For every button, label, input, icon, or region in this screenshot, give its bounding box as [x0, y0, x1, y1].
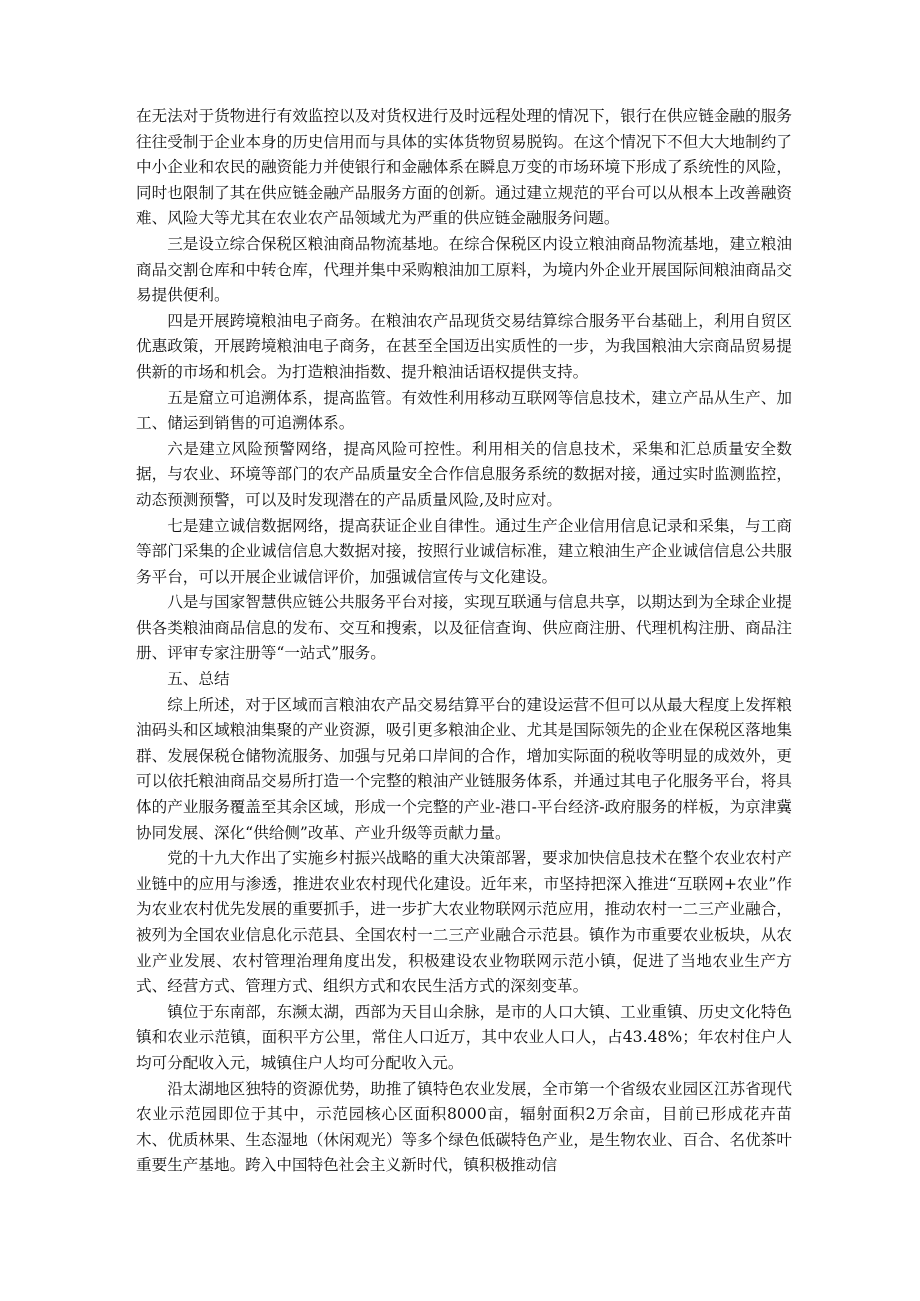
paragraph-rural-revitalization: 党的十九大作出了实施乡村振兴战略的重大决策部署，要求加快信息技术在整个农业农村产业链中的应用与渗透，推进农业农村现代化建设。近年来，市坚持把深入推进“互联网+农业”作为农业农村优先发展的重要抓手，进一步扩大农业物联网示范应用，推动农村一二三产业融合，被列为全国农业信息化示范县、全国农村一二三产业融合示范县。镇作为市重要农业板块，从农业产业发展、农村管理治理角度出发，积极建设农业物联网示范小镇，促进了当地农业生产方式、经营方式、管理方式、组织方式和农民生活方式的深刻变革。 — [136, 849, 792, 996]
paragraph-point-five: 五是窟立可追溯体系，提高监管。有效性利用移动互联网等信息技术，建立产品从生产、加工、储运到销售的可追溯体系。 — [136, 388, 792, 433]
document-body — [136, 104, 792, 1179]
paragraph-town-overview: 镇位于东南部，东濒太湖，西部为天目山余脉，是市的人口大镇、工业重镇、历史文化特色镇和农业示范镇，面积平方公里，常住人口近万，其中农业人口人，占43.48%；年农村住户人均可分配收入元，城镇住户人均可分配收入元。 — [136, 1002, 792, 1072]
paragraph-taihu-resources: 沿太湖地区独特的资源优势，助推了镇特色农业发展，全市第一个省级农业园区江苏省现代农业示范园即位于其中，示范园核心区面积8000亩，辐射面积2万余亩，目前已形成花卉苗木、优质林果、生态湿地（休闲观光）等多个绿色低碳特色产业，是生物农业、百合、名优茶叶重要生产基地。跨入中国特色社会主义新时代，镇积极推动信 — [136, 1079, 792, 1175]
paragraph-summary: 综上所述，对于区域而言粮油农产品交易结算平台的建设运营不但可以从最大程度上发挥粮油码头和区域粮油集聚的产业资源，吸引更多粮油企业、尤其是国际领先的企业在保税区落地集群、发展保税仓储物流服务、加强与兄弟口岸间的合作，增加实际面的税收等明显的成效外，更可以依托粮油商品交易所打造一个完整的粮油产业链服务体系，并通过其电子化服务平台，将具体的产业服务覆盖至其余区域，形成一个完整的产业-港口-平台经济-政府服务的样板，为京津冀协同发展、深化“供给侧”改革、产业升级等贡献力量。 — [136, 695, 792, 842]
paragraph-point-six: 六是建立风险预警网络，提高风险可控性。利用相关的信息技术，采集和汇总质量安全数据，与农业、环境等部门的农产品质量安全合作信息服务系统的数据对接，通过实时监测监控，动态预测预警，可以及时发现潜在的产品质量风险,及时应对。 — [136, 439, 792, 509]
paragraph-point-four: 四是开展跨境粮油电子商务。在粮油农产品现货交易结算综合服务平台基础上，利用自贸区优惠政策，开展跨境粮油电子商务，在甚至全国迈出实质性的一步，为我国粮油大宗商品贸易提供新的市场和机会。为打造粮油指数、提升粮油话语权提供支持。 — [136, 311, 792, 381]
paragraph-point-three: 三是设立综合保税区粮油商品物流基地。在综合保税区内设立粮油商品物流基地，建立粮油商品交割仓库和中转仓库，代理并集中采购粮油加工原料，为境内外企业开展国际间粮油商品交易提供便利。 — [136, 234, 792, 305]
paragraph-supply-chain-finance: 在无法对于货物进行有效监控以及对货权进行及时远程处理的情况下，银行在供应链金融的服务往往受制于企业本身的历史信用而与具体的实体货物贸易脱钩。在这个情况下不但大大地制约了中小企业和农民的融资能力并使银行和金融体系在瞬息万变的市场环境下形成了系统性的风险，同时也限制了其在供应链金融产品服务方面的创新。通过建立规范的平台可以从根本上改善融资难、风险大等尤其在农业农产品领域尤为严重的供应链金融服务问题。 — [136, 107, 792, 228]
paragraph-point-eight: 八是与国家智慧供应链公共服务平台对接，实现互联通与信息共享，以期达到为全球企业提供各类粮油商品信息的发布、交互和搜索，以及征信查询、供应商注册、代理机构注册、商品注册、评审专家注册等“一站式”服务。 — [136, 593, 792, 663]
paragraph-point-seven: 七是建立诚信数据网络，提高获证企业自律性。通过生产企业信用信息记录和采集，与工商等部门采集的企业诚信信息大数据对接，按照行业诚信标准，建立粮油生产企业诚信信息公共服务平台，可以开展企业诚信评价，加强诚信宣传与文化建设。 — [136, 516, 792, 586]
section-heading-summary: 五、总结 — [167, 670, 230, 689]
